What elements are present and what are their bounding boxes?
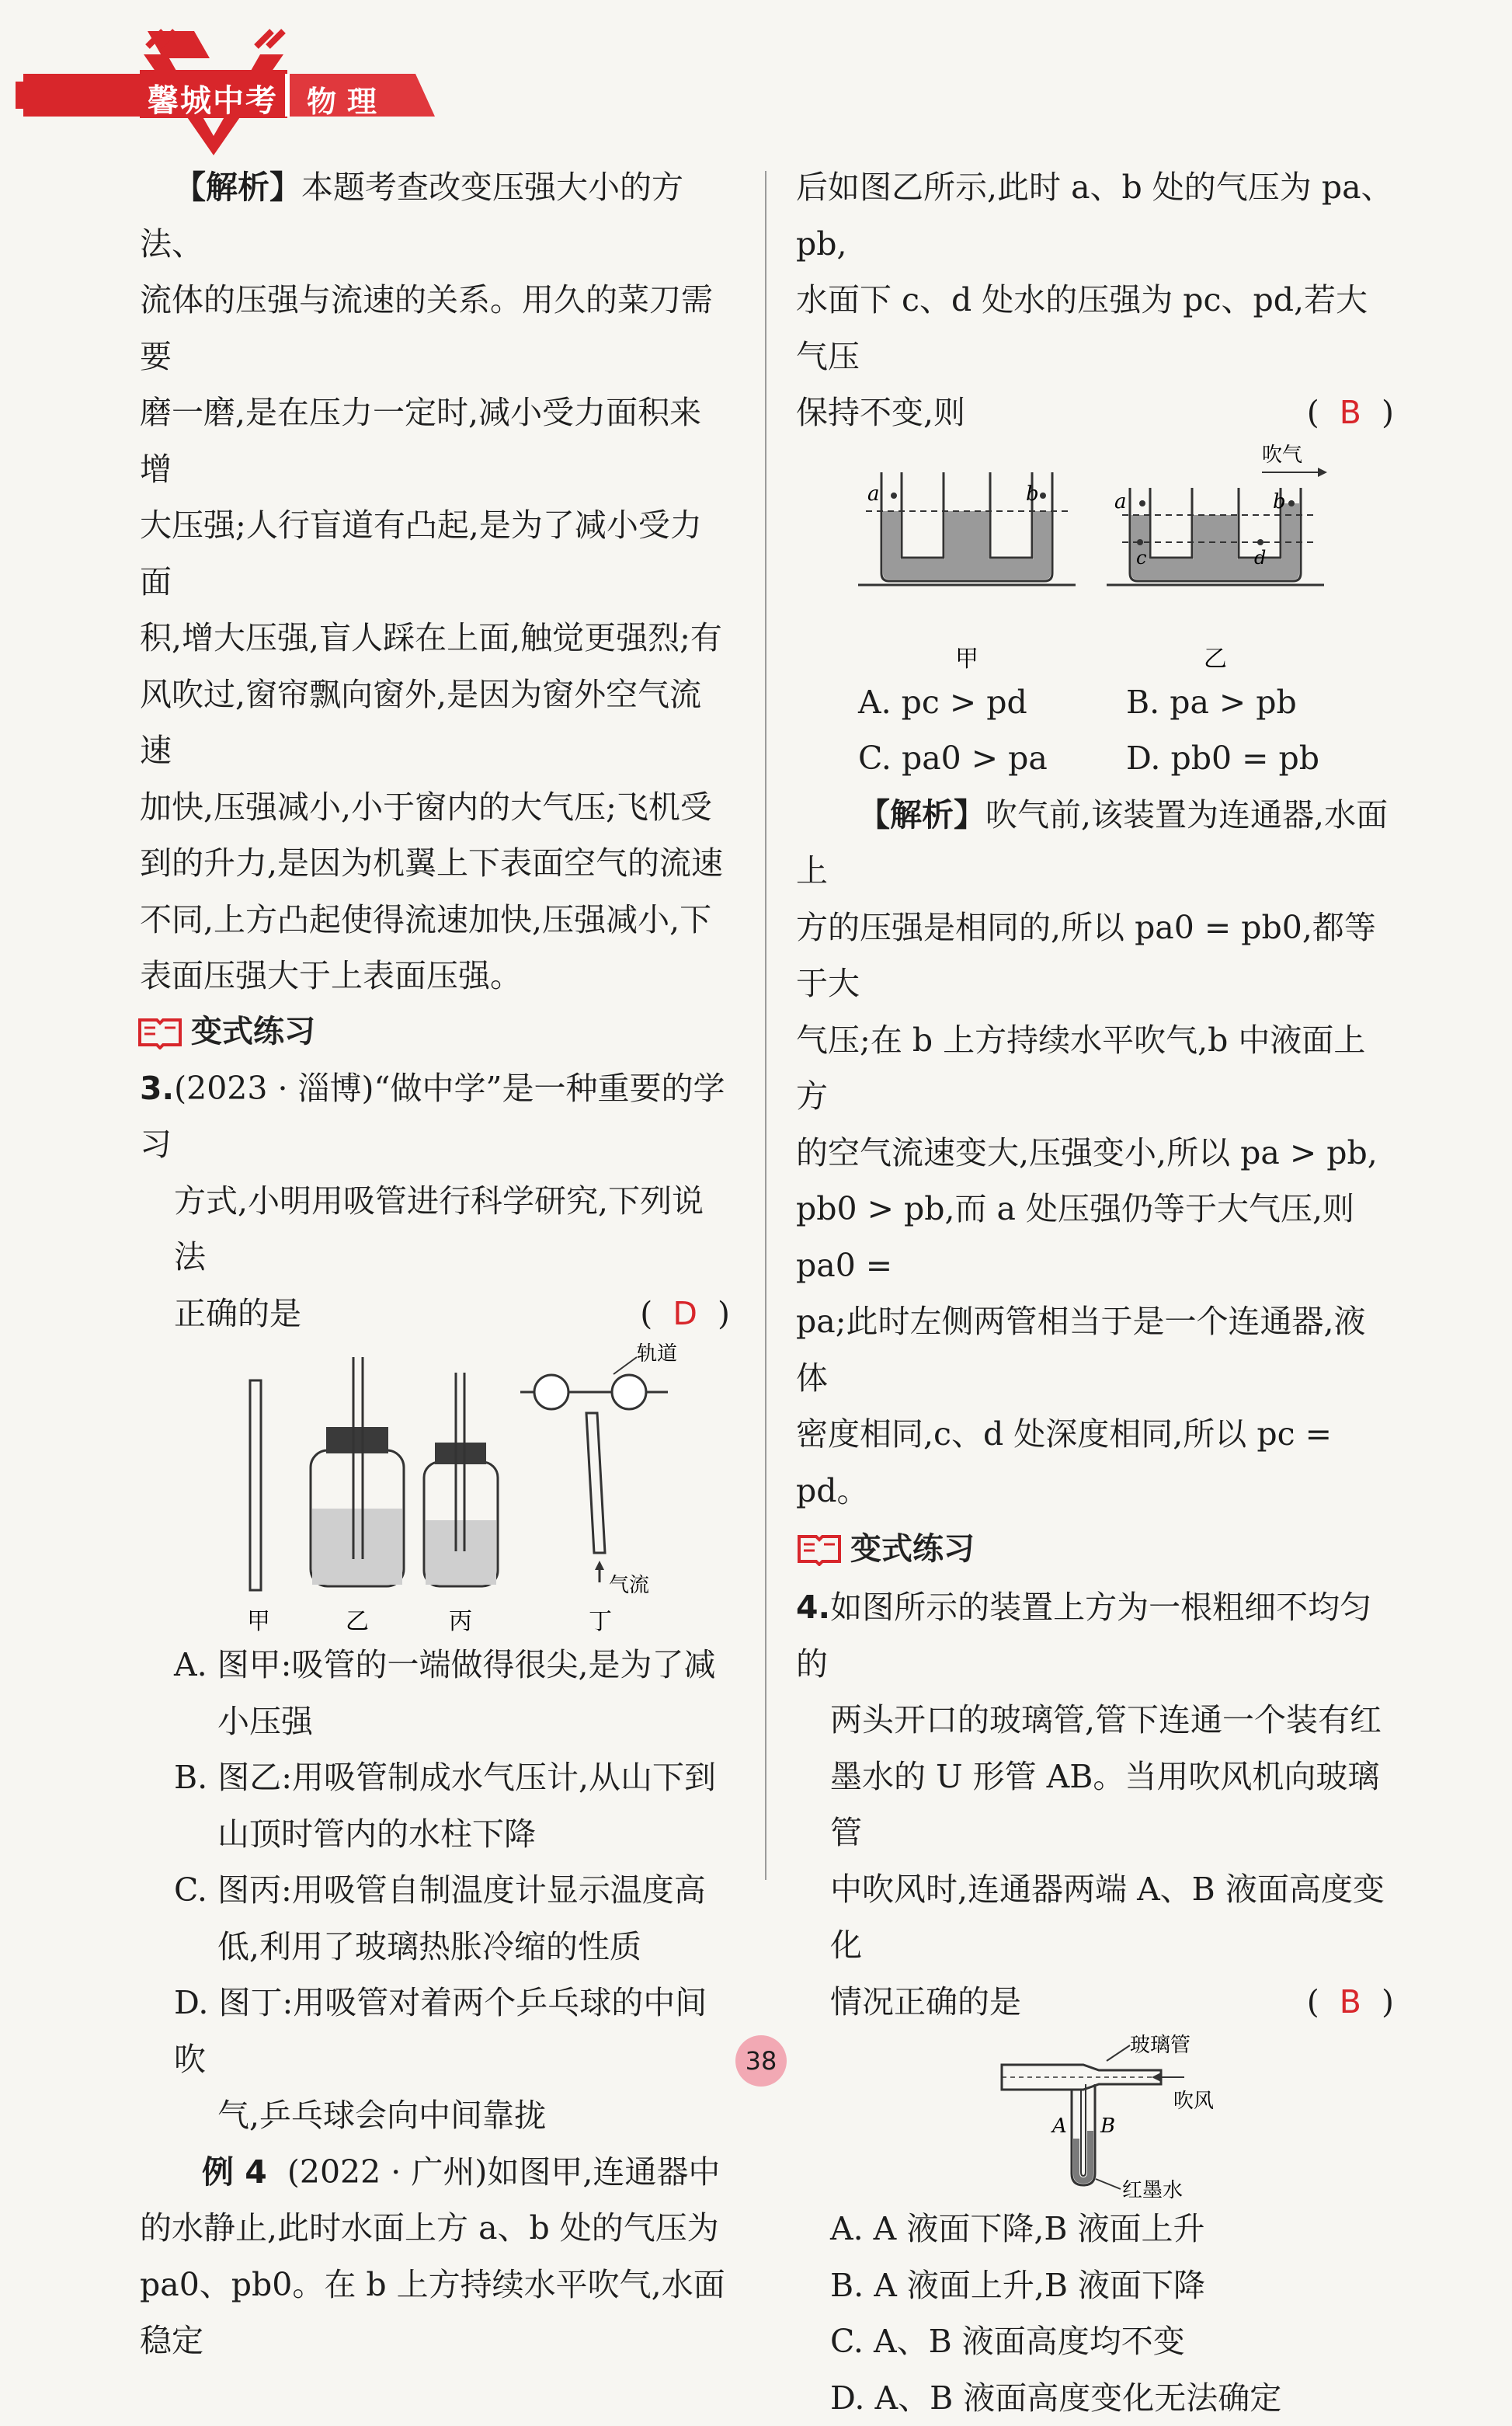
text-line: 流体的压强与流速的关系。用久的菜刀需要	[140, 272, 730, 385]
option-c-cont: 低,利用了玻璃热胀冷缩的性质	[140, 1919, 730, 1975]
caption-jia: 甲	[955, 646, 978, 673]
question-3	[140, 1060, 730, 1173]
text-line: (2022 · 广州)如图甲,连通器中	[287, 2153, 720, 2191]
fig-label-bing: 丙	[449, 1608, 472, 1635]
text-line: pb0 > pb,而 a 处压强仍等于大气压,则 pa0 =	[796, 1181, 1394, 1293]
example-label: 例 4	[202, 2153, 267, 2191]
text-line: 吹气前,该装置为连通器,水面上	[796, 796, 1388, 890]
label-b: B	[1100, 2114, 1115, 2138]
text-line: 正确的是	[174, 1295, 301, 1332]
option-d: D. pb0 = pb	[1126, 730, 1394, 787]
fig-label-ding: 丁	[589, 1608, 612, 1635]
text-line: 加快,压强减小,小于窗内的大气压;飞机受	[140, 779, 730, 836]
point-b: b	[1026, 482, 1039, 506]
text-line: 本题考查改变压强大小的方法、	[140, 169, 683, 263]
caption-yi: 乙	[1204, 646, 1227, 673]
option-a: A. 图甲:吸管的一端做得很尖,是为了减	[140, 1637, 730, 1693]
text-line: 气压;在 b 上方持续水平吹气,b 中液面上方	[796, 1012, 1394, 1125]
analysis-paragraph-2	[796, 787, 1394, 900]
point-b: b	[1273, 490, 1286, 513]
text-line: 两头开口的玻璃管,管下连通一个装有红	[796, 1692, 1394, 1749]
options-row-1	[796, 674, 1394, 731]
section-heading	[137, 1004, 730, 1060]
options-row-2	[796, 730, 1394, 787]
question-number: 3.	[140, 1070, 174, 1107]
page-number: 38	[735, 2035, 787, 2087]
text-line: 后如图乙所示,此时 a、b 处的气压为 pa、pb,	[796, 159, 1394, 272]
analysis-label: 【解析】	[174, 169, 301, 206]
text-line: 保持不变,则	[796, 394, 965, 431]
section-title: 变式练习	[850, 1521, 975, 1578]
answer: B	[1340, 394, 1361, 431]
answer-bracket: ( D )	[640, 1286, 730, 1342]
option-c: C. A、B 液面高度均不变	[796, 2313, 1394, 2370]
book-icon	[796, 1532, 843, 1566]
point-a: a	[1114, 490, 1127, 513]
text-line: 如图所示的装置上方为一根粗细不均匀的	[796, 1589, 1371, 1683]
option-b: B. 图乙:用吸管制成水气压计,从山下到	[140, 1749, 730, 1806]
option-d: D. A、B 液面高度变化无法确定	[796, 2370, 1394, 2426]
book-icon	[137, 1015, 183, 1049]
wind-label: 吹风	[1173, 2090, 1214, 2113]
section-heading	[796, 1519, 1394, 1579]
text-line: 墨水的 U 形管 AB。当用吹风机向玻璃管	[796, 1749, 1394, 1861]
text-line: 大压强;人行盲道有凸起,是为了减小受力面	[140, 497, 730, 610]
text-line: 方式,小明用吸管进行科学研究,下列说法	[140, 1173, 730, 1286]
point-c: c	[1136, 547, 1146, 569]
column-divider	[765, 171, 766, 1880]
text-line	[796, 385, 1394, 441]
fig-label-jia: 甲	[247, 1608, 270, 1635]
text-line: 的水静止,此时水面上方 a、b 处的气压为	[140, 2200, 730, 2257]
text-line: 磨一磨,是在压力一定时,减小受力面积来增	[140, 385, 730, 497]
answer: B	[1340, 1983, 1361, 2021]
text-line: pa0、pb0。在 b 上方持续水平吹气,水面稳定	[140, 2257, 730, 2369]
label-a: A	[1051, 2114, 1067, 2138]
point-d: d	[1254, 547, 1266, 569]
blow-label: 吹气	[1262, 444, 1302, 467]
text-line: 情况正确的是	[830, 1983, 1021, 2021]
text-line: 密度相同,c、d 处深度相同,所以 pc = pd。	[796, 1406, 1394, 1519]
question-4-figure	[796, 2030, 1394, 2201]
option-b-cont: 山顶时管内的水柱下降	[140, 1806, 730, 1863]
section-title: 变式练习	[191, 1004, 315, 1060]
text-line: (2023 · 淄博)“做中学”是一种重要的学习	[140, 1070, 725, 1164]
text-line: 风吹过,窗帘飘向窗外,是因为窗外空气流速	[140, 667, 730, 779]
option-a: A. pc > pd	[858, 674, 1126, 731]
answer: D	[673, 1295, 697, 1332]
option-a-cont: 小压强	[140, 1693, 730, 1750]
brand-title: 馨城中考	[148, 76, 278, 120]
question-3-figure	[140, 1342, 730, 1637]
text-line	[140, 1286, 730, 1342]
option-d: D. 图丁:用吸管对着两个乒乓球的中间吹	[140, 1975, 730, 2087]
text-line	[796, 1974, 1394, 2031]
right-column	[796, 159, 1394, 2426]
text-line: 积,增大压强,盲人踩在上面,触觉更强烈;有	[140, 610, 730, 667]
example-4-figure	[796, 441, 1394, 674]
option-c: C. 图丙:用吸管自制温度计显示温度高	[140, 1862, 730, 1919]
ink-label: 红墨水	[1122, 2179, 1183, 2201]
tube-label: 玻璃管	[1130, 2034, 1190, 2057]
option-b: B. A 液面上升,B 液面下降	[796, 2257, 1394, 2314]
text-line: 不同,上方凸起使得流速加快,压强减小,下	[140, 892, 730, 948]
point-a: a	[867, 482, 880, 506]
analysis-paragraph-1	[140, 159, 730, 272]
text-line: 方的压强是相同的,所以 pa0 = pb0,都等于大	[796, 900, 1394, 1012]
question-number: 4.	[796, 1589, 830, 1626]
subject-label: 物理	[307, 78, 388, 120]
answer-bracket: ( B )	[1307, 1974, 1394, 2031]
rail-label: 轨道	[637, 1342, 677, 1366]
text-line: 水面下 c、d 处水的压强为 pc、pd,若大气压	[796, 272, 1394, 385]
left-column	[140, 159, 730, 2369]
option-d-cont: 气,乒乓球会向中间靠拢	[140, 2087, 730, 2144]
text-line: 的空气流速变大,压强变小,所以 pa > pb,	[796, 1125, 1394, 1182]
question-4	[796, 1579, 1394, 1692]
text-line: pa;此时左侧两管相当于是一个连通器,液体	[796, 1293, 1394, 1406]
answer-bracket: ( B )	[1307, 385, 1394, 441]
airflow-label: 气流	[609, 1574, 649, 1597]
example-4	[140, 2144, 730, 2201]
text-line: 到的升力,是因为机翼上下表面空气的流速	[140, 835, 730, 892]
option-c: C. pa0 > pa	[858, 730, 1126, 787]
analysis-label: 【解析】	[858, 796, 985, 834]
text-line: 表面压强大于上表面压强。	[140, 948, 730, 1004]
text-line: 中吹风时,连通器两端 A、B 液面高度变化	[796, 1861, 1394, 1974]
fig-label-yi: 乙	[346, 1608, 369, 1635]
option-a: A. A 液面下降,B 液面上升	[796, 2201, 1394, 2257]
option-b: B. pa > pb	[1126, 674, 1394, 731]
